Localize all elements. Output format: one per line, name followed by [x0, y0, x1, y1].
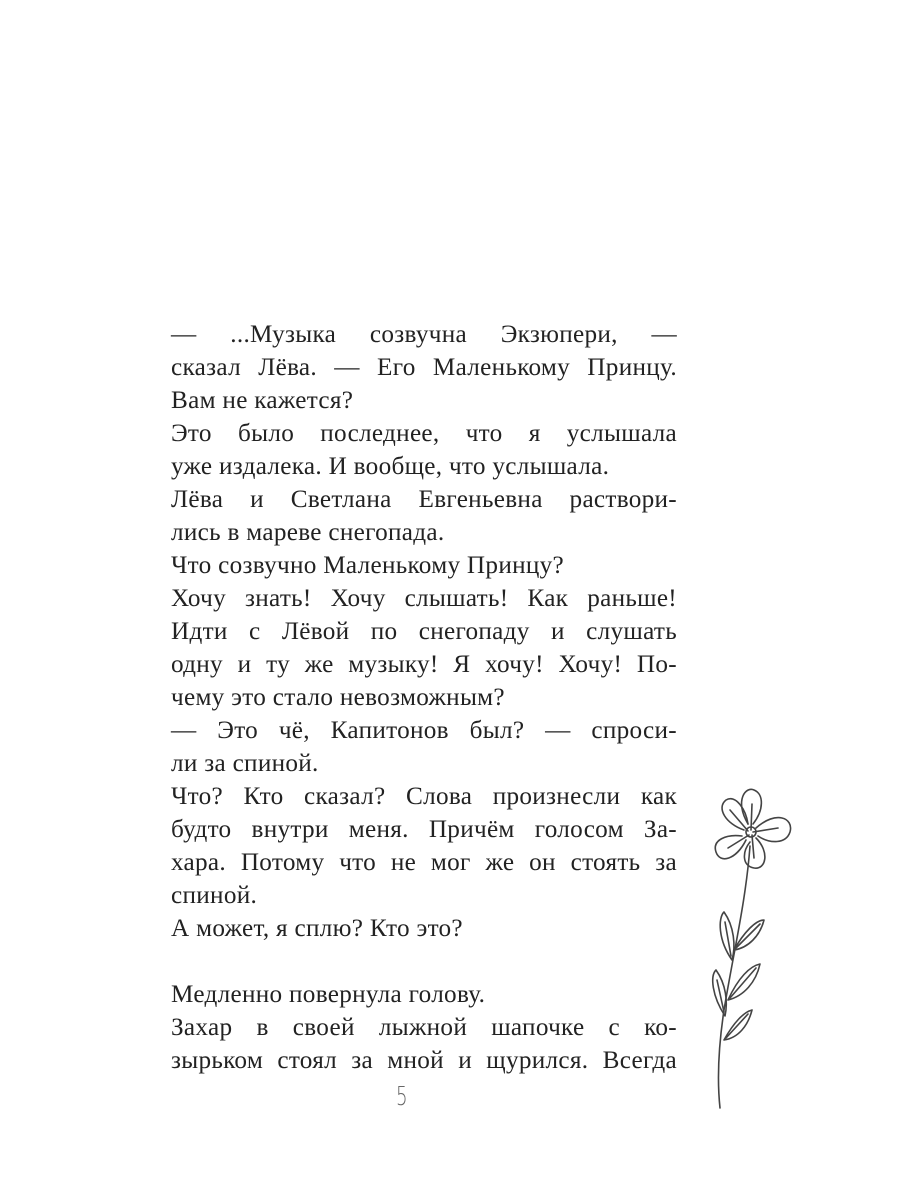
- text-line: сказал Лёва. — Его Маленькому Принцу.: [171, 354, 677, 381]
- paragraph: [133, 1011, 677, 1077]
- text-line: хара. Потому что не мог же он стоять за: [171, 849, 677, 876]
- paragraph: [133, 549, 677, 582]
- paragraph: [133, 780, 677, 912]
- paragraph: [133, 483, 677, 549]
- text-line: Захар в своей лыжной шапочке с ко-: [171, 1014, 677, 1041]
- text-line: Это было последнее, что я услышала: [171, 420, 677, 447]
- paragraph: [133, 318, 677, 417]
- text-line: Что созвучно Маленькому Принцу?: [171, 552, 565, 579]
- text-line: спиной.: [171, 882, 258, 909]
- paragraph: [133, 714, 677, 780]
- text-line: одну и ту же музыку! Я хочу! Хочу! По-: [171, 651, 677, 678]
- text-line: Медленно повернула голову.: [171, 981, 486, 1008]
- text-line: Что? Кто сказал? Слова произнесли как: [171, 783, 677, 810]
- text-line: уже издалека. И вообще, что услышала.: [171, 453, 610, 480]
- paragraph: [133, 978, 677, 1011]
- page-number: 5: [396, 1082, 408, 1112]
- flower-icon: [690, 780, 810, 1120]
- text-line: А может, я сплю? Кто это?: [171, 915, 463, 942]
- text-line: ли за спиной.: [171, 750, 319, 777]
- text-line: Лёва и Светлана Евгеньевна раствори-: [171, 486, 677, 513]
- body-text: [133, 318, 677, 1077]
- text-line: чему это стало невозможным?: [171, 684, 505, 711]
- paragraph: [133, 912, 677, 945]
- paragraph: [133, 417, 677, 483]
- text-line: лись в мареве снегопада.: [171, 519, 445, 546]
- text-line: — Это чё, Капитонов был? — спроси-: [171, 717, 677, 744]
- paragraph: [133, 582, 677, 714]
- text-line: — ...Музыка созвучна Экзюпери, —: [171, 321, 677, 348]
- text-line: Вам не кажется?: [171, 387, 354, 414]
- text-line: Идти с Лёвой по снегопаду и слушать: [171, 618, 677, 645]
- text-line: зырьком стоял за мной и щурился. Всегда: [171, 1047, 677, 1074]
- text-line: будто внутри меня. Причём голосом За-: [171, 816, 677, 843]
- text-line: Хочу знать! Хочу слышать! Как раньше!: [171, 585, 677, 612]
